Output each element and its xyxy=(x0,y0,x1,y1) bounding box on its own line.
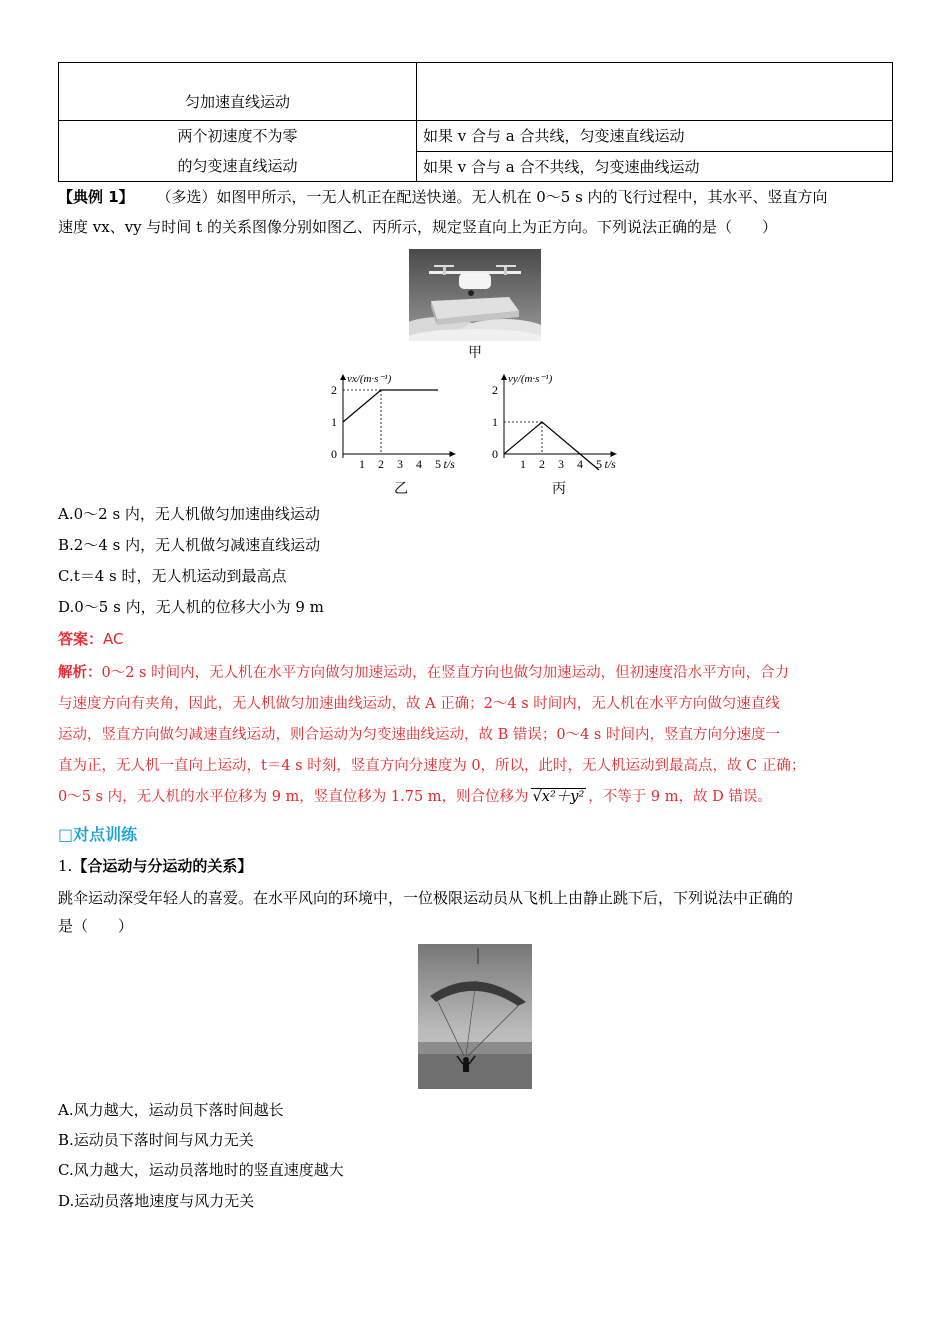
x-tick-label: 1 xyxy=(359,457,365,471)
analysis xyxy=(58,658,892,813)
question-text xyxy=(58,884,892,940)
answer xyxy=(58,628,124,649)
answer-value: AC xyxy=(103,630,124,648)
x-tick-label: 5 xyxy=(435,457,441,471)
practice-option-d: D.运动员落地速度与风力无关 xyxy=(58,1192,255,1210)
y-tick-label: 2 xyxy=(331,383,337,397)
figure-caption-yi: 乙 xyxy=(394,481,408,497)
analysis-line: 直为正，无人机一直向上运动，t＝4 s 时刻，竖直方向分速度为 0，所以，此时，无人机运动到最高点，故 C 正确； xyxy=(58,758,806,774)
y-axis-arrow xyxy=(501,374,507,380)
x-tick-label: 3 xyxy=(558,457,564,471)
x-tick-label: 3 xyxy=(397,457,403,471)
analysis-line: 0～2 s 时间内，无人机在水平方向做匀加速运动，在竖直方向也做匀加速运动，但初速度沿水平方向，合力 xyxy=(101,665,790,681)
y-axis-label: vx/(m·s⁻¹) xyxy=(347,373,392,385)
y-axis-arrow xyxy=(340,374,346,380)
practice-option-a: A.风力越大，运动员下落时间越长 xyxy=(58,1101,284,1119)
comparison-table xyxy=(58,62,893,182)
practice-option-b: B.运动员下落时间与风力无关 xyxy=(58,1131,254,1149)
chart-bing xyxy=(486,366,636,476)
cell-line: 的匀变速直线运动 xyxy=(177,157,298,175)
x-axis-label: t/s xyxy=(604,457,616,471)
figure-caption-jia: 甲 xyxy=(468,345,482,361)
y-tick-label: 1 xyxy=(492,415,498,429)
example-paragraph xyxy=(58,182,892,242)
practice-option-c: C.风力越大，运动员落地时的竖直速度越大 xyxy=(58,1161,344,1179)
analysis-line: 0～5 s 内，无人机的水平位移为 9 m，竖直位移为 1.75 m，则合位移为 xyxy=(58,789,529,805)
question-header xyxy=(58,855,252,876)
example-text: 速度 vx、vy 与时间 t 的关系图像分别如图乙、丙所示，规定竖直向上为正方向。下列说法正确的是（ ） xyxy=(58,218,777,236)
question-number: 1. xyxy=(58,857,73,875)
y-tick-label: 1 xyxy=(331,415,337,429)
x-tick-label: 5 xyxy=(596,457,602,471)
figure-caption-bing: 丙 xyxy=(552,481,566,497)
x-axis-label: t/s xyxy=(443,457,455,471)
x-tick-label: 1 xyxy=(520,457,526,471)
option-c: C.t＝4 s 时，无人机运动到最高点 xyxy=(58,567,287,585)
y-tick-label: 0 xyxy=(492,447,498,461)
table-row xyxy=(59,121,893,152)
analysis-line: ，不等于 9 m，故 D 错误。 xyxy=(588,789,772,805)
question-title: 【合运动与分运动的关系】 xyxy=(72,857,253,875)
parachute-photo xyxy=(418,944,532,1089)
drone-photo xyxy=(409,249,541,341)
x-tick-label: 2 xyxy=(378,457,384,471)
table-cell: 如果 v 合与 a 合共线，匀变速直线运动 xyxy=(417,121,893,152)
chart-yi xyxy=(325,366,475,476)
series-line xyxy=(504,422,599,470)
example-label: 【典例 1】 xyxy=(58,188,134,206)
table-cell: 如果 v 合与 a 合不共线，匀变速曲线运动 xyxy=(417,151,893,182)
table-cell: 匀加速直线运动 xyxy=(59,63,417,121)
option-b: B.2～4 s 内，无人机做匀减速直线运动 xyxy=(58,536,321,554)
x-tick-label: 2 xyxy=(539,457,545,471)
analysis-line: 与速度方向有夹角，因此，无人机做匀加速曲线运动，故 A 正确；2～4 s 时间内，无人机在水平方向做匀速直线 xyxy=(58,696,780,712)
x-tick-label: 4 xyxy=(416,457,422,471)
y-axis-label: vy/(m·s⁻¹) xyxy=(508,373,553,385)
y-tick-label: 0 xyxy=(331,447,337,461)
table-cell xyxy=(417,63,893,121)
analysis-label: 解析： xyxy=(58,665,102,681)
y-tick-label: 2 xyxy=(492,383,498,397)
example-text: 如图甲所示，一无人机正在配送快递。无人机在 0～5 s 内的飞行过程中，其水平、竖直方向 xyxy=(216,188,828,206)
formula-sqrt: √x²＋y² xyxy=(532,789,585,805)
section-title: □对点训练 xyxy=(58,825,138,844)
answer-label: 答案： xyxy=(58,630,104,648)
question-line: 跳伞运动深受年轻人的喜爱。在水平风向的环境中，一位极限运动员从飞机上由静止跳下后，下列说法中正确的 xyxy=(58,889,794,907)
option-d: D.0～5 s 内，无人机的位移大小为 9 m xyxy=(58,598,324,616)
analysis-line: 运动，竖直方向做匀减速直线运动，则合运动为匀变速曲线运动，故 B 错误；0～4 s 时间内，竖直方向分速度一 xyxy=(58,727,780,743)
series-line xyxy=(343,390,438,422)
x-tick-label: 4 xyxy=(577,457,583,471)
table-cell xyxy=(59,121,417,182)
question-line: 是（ ） xyxy=(58,917,134,935)
cell-line: 两个初速度不为零 xyxy=(177,127,298,145)
option-a: A.0～2 s 内，无人机做匀加速曲线运动 xyxy=(58,505,320,523)
table-row xyxy=(59,63,893,121)
example-multi: （多选） xyxy=(156,188,217,206)
